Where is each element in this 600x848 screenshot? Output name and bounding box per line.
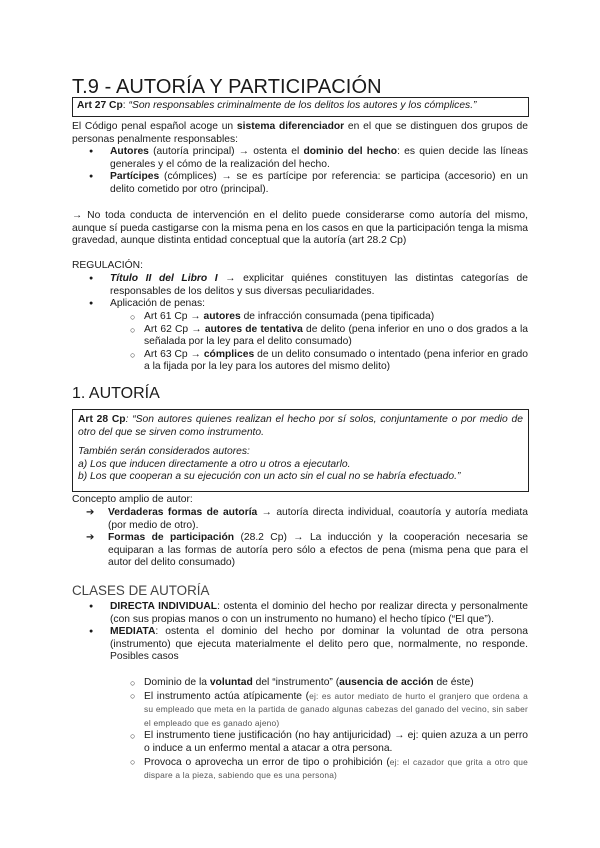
art27-quote: “Son responsables criminalmente de los delitos los autores y los cómplices.” bbox=[128, 100, 477, 111]
list-item: ● Autores (autoría principal) → ostenta el dominio del hecho: es quien decide las líneas generales y el cómo de la realización del hecho. bbox=[72, 146, 528, 171]
art27-sep: : bbox=[122, 100, 129, 111]
clases-heading: CLASES DE AUTORÍA bbox=[72, 583, 210, 598]
clases-list bbox=[72, 601, 528, 664]
art27-box bbox=[72, 97, 529, 117]
list-item: ○ Provoca o aprovecha un error de tipo o prohibición (ej: el cazador que grita a otro que dispare a la pieza, sabiendo que es una persona) bbox=[72, 756, 528, 783]
list-item: ➔ Formas de participación (28.2 Cp) → La inducción y la cooperación necesaria se equiparan a las formas de autoría pero sólo a efectos de pena (misma pena que para el autor del delito consumado) bbox=[72, 532, 528, 570]
list-item: ● Partícipes (cómplices) → se es partícipe por referencia: se participa (accesorio) en un delito cometido por otro (principal). bbox=[72, 171, 528, 196]
list-item: ● MEDIATA: ostenta el dominio del hecho por dominar la voluntad de otra persona (instrumento) que ejecuta materialmente el delito pero que, normalmente, no responde. Posibles casos bbox=[72, 626, 528, 664]
section-1-heading: 1. AUTORÍA bbox=[72, 385, 160, 402]
casos-list bbox=[72, 677, 528, 783]
list-item: ○ Art 62 Cp → autores de tentativa de delito (pena inferior en uno o dos grados a la señalada por la ley para el delito consumado) bbox=[72, 324, 528, 349]
list-item: ○ Art 63 Cp → cómplices de un delito consumado o intentado (pena inferior en grado a la fijada por la ley para los autores del mismo delito) bbox=[72, 349, 528, 374]
art28-box: Art 28 Cp: “Son autores quienes realizan el hecho por sí solos, conjuntamente o por medio de otro del que se sirven como instrumento. También serán considerados autores: a) Los que inducen directamente a otro u otros a ejecutarlo. b) Los que cooperan a su ejecución con un acto sin el cual no se habría efectuado.” bbox=[72, 409, 529, 492]
regulacion-heading: REGULACIÓN: bbox=[72, 260, 143, 271]
list-item: ○ Art 61 Cp → autores de infracción consumada (pena tipificada) bbox=[72, 311, 528, 324]
page-title: T.9 - AUTORÍA Y PARTICIPACIÓN bbox=[72, 76, 382, 98]
list-item: ○ El instrumento tiene justificación (no hay antijuricidad) → ej: quien azuza a un perro o induce a un enfermo mental a atacar a otra persona. bbox=[72, 730, 528, 755]
responsables-list bbox=[72, 146, 528, 196]
list-item: ○ El instrumento actúa atípicamente (ej: es autor mediato de hurto el granjero que ordena a su empleado que meta en la partida de ganado algunas cabezas del ganado del vecino, sin saber el empleado que es ganado ajeno) bbox=[72, 690, 528, 731]
regulacion-list bbox=[72, 273, 528, 311]
formas-list bbox=[72, 507, 528, 570]
intro-paragraph: El Código penal español acoge un sistema diferenciador en el que se distinguen dos grupos de personas penalmente responsables: bbox=[72, 121, 528, 145]
list-item: ○ Dominio de la voluntad del “instrumento” (ausencia de acción de éste) bbox=[72, 677, 528, 690]
concepto-label: Concepto amplio de autor: bbox=[72, 494, 193, 505]
list-item: ● Aplicación de penas: bbox=[72, 298, 528, 311]
list-item: ● Título II del Libro I → explicitar quiénes constituyen las distintas categorías de responsables de los delitos y sus diversas peculiaridades. bbox=[72, 273, 528, 298]
note-paragraph: → No toda conducta de intervención en el delito puede considerarse como autoría del mismo, aunque sí pueda castigarse con la misma pena en los casos en que la participación tenga la misma gravedad, aunque distinta entidad conceptual que la autoría (art 28.2 Cp) bbox=[72, 210, 528, 247]
list-item: ● DIRECTA INDIVIDUAL: ostenta el dominio del hecho por realizar directa y personalmente (con sus propias manos o con un instrumento no humano) el hecho típico (“El que”). bbox=[72, 601, 528, 626]
art27-ref: Art 27 Cp bbox=[77, 100, 123, 111]
list-item: ➔ Verdaderas formas de autoría → autoría directa individual, coautoría y autoría mediata (por medio de otro). bbox=[72, 507, 528, 532]
arts-list bbox=[72, 311, 528, 374]
